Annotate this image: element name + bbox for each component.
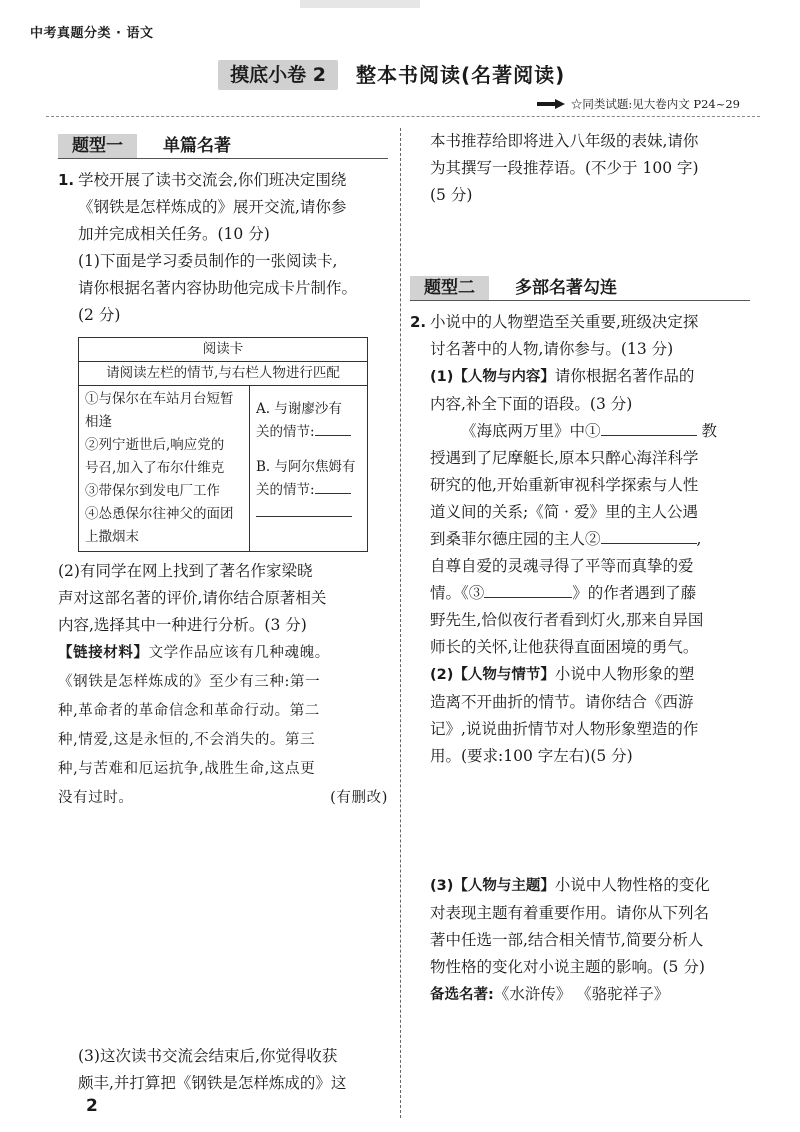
subquestion-line: 小说中人物形象的塑 [554,665,695,683]
right-column-top [430,128,750,209]
cross-reference-text: ☆同类试题:见大卷内文 P24~29 [570,97,740,111]
subquestion-line: 颇丰,并打算把《钢铁是怎样炼成的》这 [78,1074,347,1092]
material-line: 种,情爱,这是永恒的,不会消失的。第三 [58,732,316,748]
cross-reference [537,96,740,112]
right-column [410,276,750,770]
section-tag: 题型二 [410,276,489,300]
paper-title-box: 摸底小卷 2 [218,60,338,90]
match-b-line: B. 与阿尔焦姆有 [256,459,356,475]
top-decor-stripe [300,0,420,8]
subquestion-line: (1)下面是学习委员制作的一张阅读卡, [78,252,338,270]
plot-line: 上撒烟末 [85,529,139,545]
question-continued-line: 为其撰写一段推荐语。(不少于 100 字) [430,159,699,177]
material-line: 没有过时。 [58,790,134,806]
subquestion-line: 请你根据名著作品的 [554,367,695,385]
question-stem-line: 学校开展了读书交流会,你们班决定围绕 [78,171,347,189]
subquestion-line: 内容,补全下面的语段。(3 分) [430,395,633,413]
passage-text: 情。《③ [430,584,485,602]
question-1 [58,167,388,813]
material-line: 种,革命者的革命信念和革命行动。第二 [58,703,320,719]
section-title: 多部名著勾连 [515,278,617,298]
material-line: 《钢铁是怎样炼成的》至少有三种:第一 [58,674,321,690]
subquestion-line: 对表现主题有着重要作用。请你从下列名 [430,904,710,922]
passage-line: 研究的他,开始重新审视科学探索与人性 [430,476,699,494]
plot-line: ③带保尔到发电厂工作 [85,483,220,499]
section-tag: 题型一 [58,134,137,158]
passage-text: 到桑菲尔德庄园的主人② [430,530,601,548]
plot-line: 相逢 [85,414,112,430]
passage-line: 野先生,恰似夜行者看到灯火,那来自异国 [430,611,704,629]
subquestion-label: (2)【人物与情节】 [430,667,555,683]
subquestion-line: 小说中人物性格的变化 [554,876,710,894]
card-title: 阅读卡 [79,338,368,362]
passage-text: 教 [701,422,717,440]
answer-blank-2[interactable] [601,529,697,544]
subquestion-label: (3)【人物与主题】 [430,878,555,894]
linked-material [58,639,388,813]
answer-blank-3[interactable] [484,583,572,598]
passage-text: 》的作者遇到了藤 [572,584,697,602]
passage-line: 师长的关怀,让他获得直面困境的勇气。 [430,638,699,656]
left-column [58,134,388,813]
material-line: 种,与苦难和厄运抗争,战胜生命,这点更 [58,761,316,777]
question-2 [410,309,750,770]
question-continued-line: (5 分) [430,186,473,204]
subquestion-line: 声对这部名著的评价,请你结合原著相关 [58,589,327,607]
options-label: 备选名著: [430,987,494,1003]
question-number: 1. [58,171,75,189]
match-b-line: 关的情节: [256,482,315,498]
card-plot-list [79,386,250,552]
subquestion-line: 物性格的变化对小说主题的影响。(5 分) [430,958,705,976]
passage-text: 《海底两万里》中① [461,422,601,440]
question-stem-line: 加并完成相关任务。(10 分) [78,225,270,243]
subquestion-line: (3)这次读书交流会结束后,你觉得收获 [78,1047,338,1065]
subquestion-line: 著中任选一部,结合相关情节,简要分析人 [430,931,704,949]
section-heading-1 [58,134,388,159]
section-title: 单篇名著 [163,136,231,156]
page-number: 2 [86,1096,98,1116]
match-a-line: 关的情节: [256,424,315,440]
card-instruction: 请阅读左栏的情节,与右栏人物进行匹配 [79,362,368,386]
column-divider [400,128,401,1118]
right-column-bottom [430,872,750,1009]
question-number: 2. [410,313,427,331]
subquestion-line: 造离不开曲折的情节。请你结合《西游 [430,693,694,711]
subquestion-line: (2)有同学在网上找到了著名作家梁晓 [58,562,313,580]
reading-card [78,337,368,552]
material-note: (有删改) [330,790,388,806]
subquestion-line: 内容,选择其中一种进行分析。(3 分) [58,616,307,634]
book-series-label: 中考真题分类 · 语文 [30,26,154,41]
answer-blank-a[interactable] [315,421,351,436]
card-character-match [250,386,368,552]
plot-line: 号召,加入了布尔什维克 [85,460,225,476]
question-continued-line: 本书推荐给即将进入八年级的表妹,请你 [430,132,699,150]
match-a-line: A. 与谢廖沙有 [256,401,342,417]
subquestion-line: 记》,说说曲折情节对人物形象塑造的作 [430,720,699,738]
arrow-right-icon [537,99,565,109]
passage-line: 道义间的关系;《简 · 爱》里的主人公遇 [430,503,699,521]
question-stem-line: 讨名著中的人物,请你参与。(13 分) [430,340,674,358]
answer-blank-b[interactable] [315,479,351,494]
section-rule [58,158,388,159]
subquestion-line: 用。(要求:100 字左右)(5 分) [430,747,633,765]
plot-line: ①与保尔在车站月台短暂 [85,391,234,407]
plot-line: ②列宁逝世后,响应党的 [85,437,225,453]
fill-in-passage [430,418,750,661]
passage-text: , [696,530,702,548]
passage-line: 授遇到了尼摩艇长,原本只醉心海洋科学 [430,449,699,467]
subquestion-line: 请你根据名著内容协助他完成卡片制作。 [78,279,358,297]
plot-line: ④怂恿保尔往神父的面团 [85,506,234,522]
section-rule [410,300,750,301]
left-column-bottom [78,1043,390,1097]
answer-blank-1[interactable] [601,421,697,436]
paper-title: 整本书阅读(名著阅读) [356,63,566,87]
answer-blank-b2[interactable] [256,502,352,517]
header-divider [46,116,760,117]
question-stem-line: 《钢铁是怎样炼成的》展开交流,请你参 [78,198,347,216]
subquestion-line: (2 分) [78,306,121,324]
passage-line: 自尊自爱的灵魂寻得了平等而真挚的爱 [430,557,694,575]
subquestion-label: (1)【人物与内容】 [430,369,555,385]
question-stem-line: 小说中的人物塑造至关重要,班级决定探 [430,313,699,331]
section-heading-2 [410,276,750,301]
options-list: 《水浒传》 《骆驼祥子》 [493,985,670,1003]
material-label: 【链接材料】 [58,645,149,661]
material-line: 文学作品应该有几种魂魄。 [148,645,330,661]
